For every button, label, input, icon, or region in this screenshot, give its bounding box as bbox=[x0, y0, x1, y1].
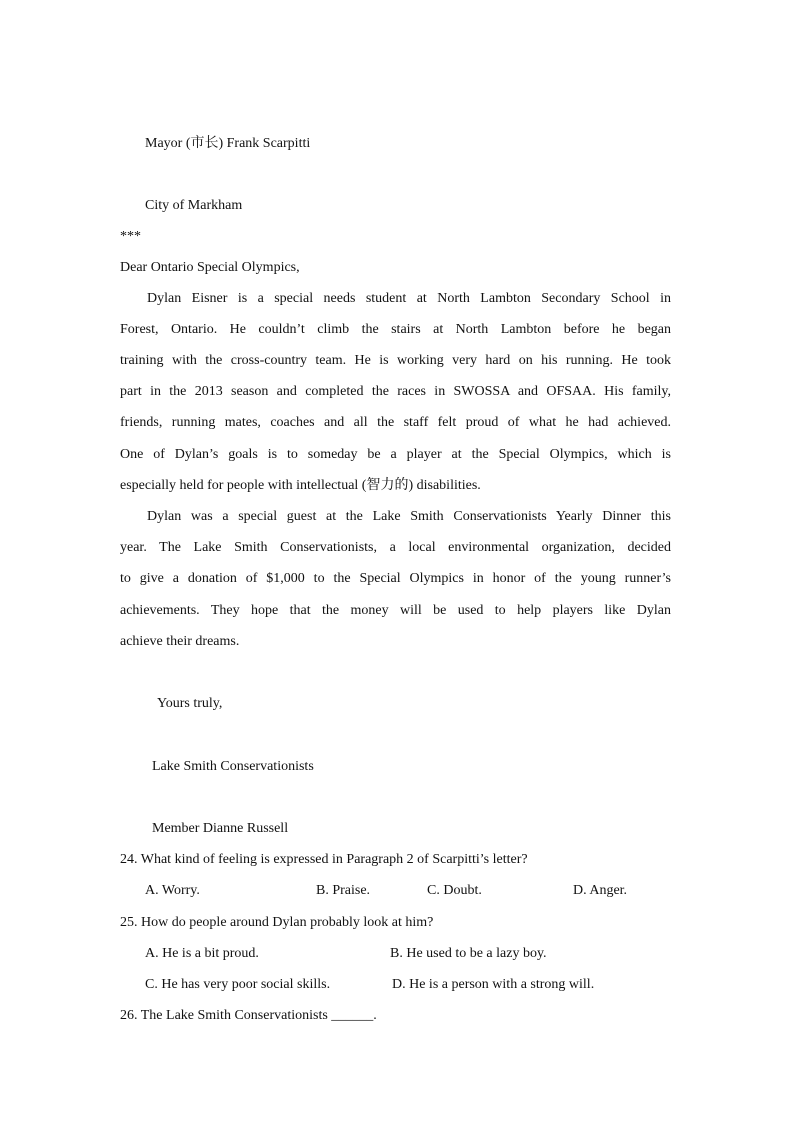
city-signature: City of Markham bbox=[145, 198, 243, 213]
paragraph-2-line: achievements. They hope that the money will be used to help players like Dylan bbox=[120, 603, 671, 618]
question-25-option-a: A. He is a bit proud. bbox=[145, 946, 259, 961]
question-25-option-b: B. He used to be a lazy boy. bbox=[390, 946, 547, 961]
question-25-stem: 25. How do people around Dylan probably look at him? bbox=[120, 915, 434, 930]
paragraph-2-line: to give a donation of $1,000 to the Special Olympics in honor of the young runner’s bbox=[120, 571, 671, 586]
organization-signature: Lake Smith Conservationists bbox=[152, 759, 314, 774]
question-24-option-c: C. Doubt. bbox=[427, 883, 482, 898]
question-24-stem: 24. What kind of feeling is expressed in Paragraph 2 of Scarpitti’s letter? bbox=[120, 852, 528, 867]
paragraph-1-line: part in the 2013 season and completed the races in SWOSSA and OFSAA. His family, bbox=[120, 384, 671, 399]
mayor-signature: Mayor (市长) Frank Scarpitti bbox=[145, 136, 311, 151]
question-25-option-c: C. He has very poor social skills. bbox=[145, 977, 331, 992]
separator: *** bbox=[120, 229, 141, 244]
question-24-option-a: A. Worry. bbox=[145, 883, 200, 898]
closing: Yours truly, bbox=[157, 696, 223, 711]
paragraph-1-line: friends, running mates, coaches and all the staff felt proud of what he had achieved. bbox=[120, 415, 671, 430]
member-signature: Member Dianne Russell bbox=[152, 821, 289, 836]
salutation: Dear Ontario Special Olympics, bbox=[120, 260, 300, 275]
question-25-option-d: D. He is a person with a strong will. bbox=[392, 977, 595, 992]
paragraph-1-line: One of Dylan’s goals is to someday be a player at the Special Olympics, which is bbox=[120, 447, 671, 462]
paragraph-2-line: achieve their dreams. bbox=[120, 634, 240, 649]
question-24-option-b: B. Praise. bbox=[316, 883, 371, 898]
paragraph-1-line: Forest, Ontario. He couldn’t climb the stairs at North Lambton before he began bbox=[120, 322, 671, 337]
paragraph-1-line: Dylan Eisner is a special needs student at North Lambton Secondary School in bbox=[147, 291, 671, 306]
question-26-stem: 26. The Lake Smith Conservationists ______. bbox=[120, 1008, 377, 1023]
paragraph-1-line: training with the cross-country team. He is working very hard on his running. He took bbox=[120, 353, 671, 368]
paragraph-1-line: especially held for people with intellectual (智力的) disabilities. bbox=[120, 478, 481, 493]
question-24-option-d: D. Anger. bbox=[573, 883, 628, 898]
paragraph-2-line: Dylan was a special guest at the Lake Smith Conservationists Yearly Dinner this bbox=[147, 509, 671, 524]
paragraph-2-line: year. The Lake Smith Conservationists, a local environmental organization, decided bbox=[120, 540, 671, 555]
